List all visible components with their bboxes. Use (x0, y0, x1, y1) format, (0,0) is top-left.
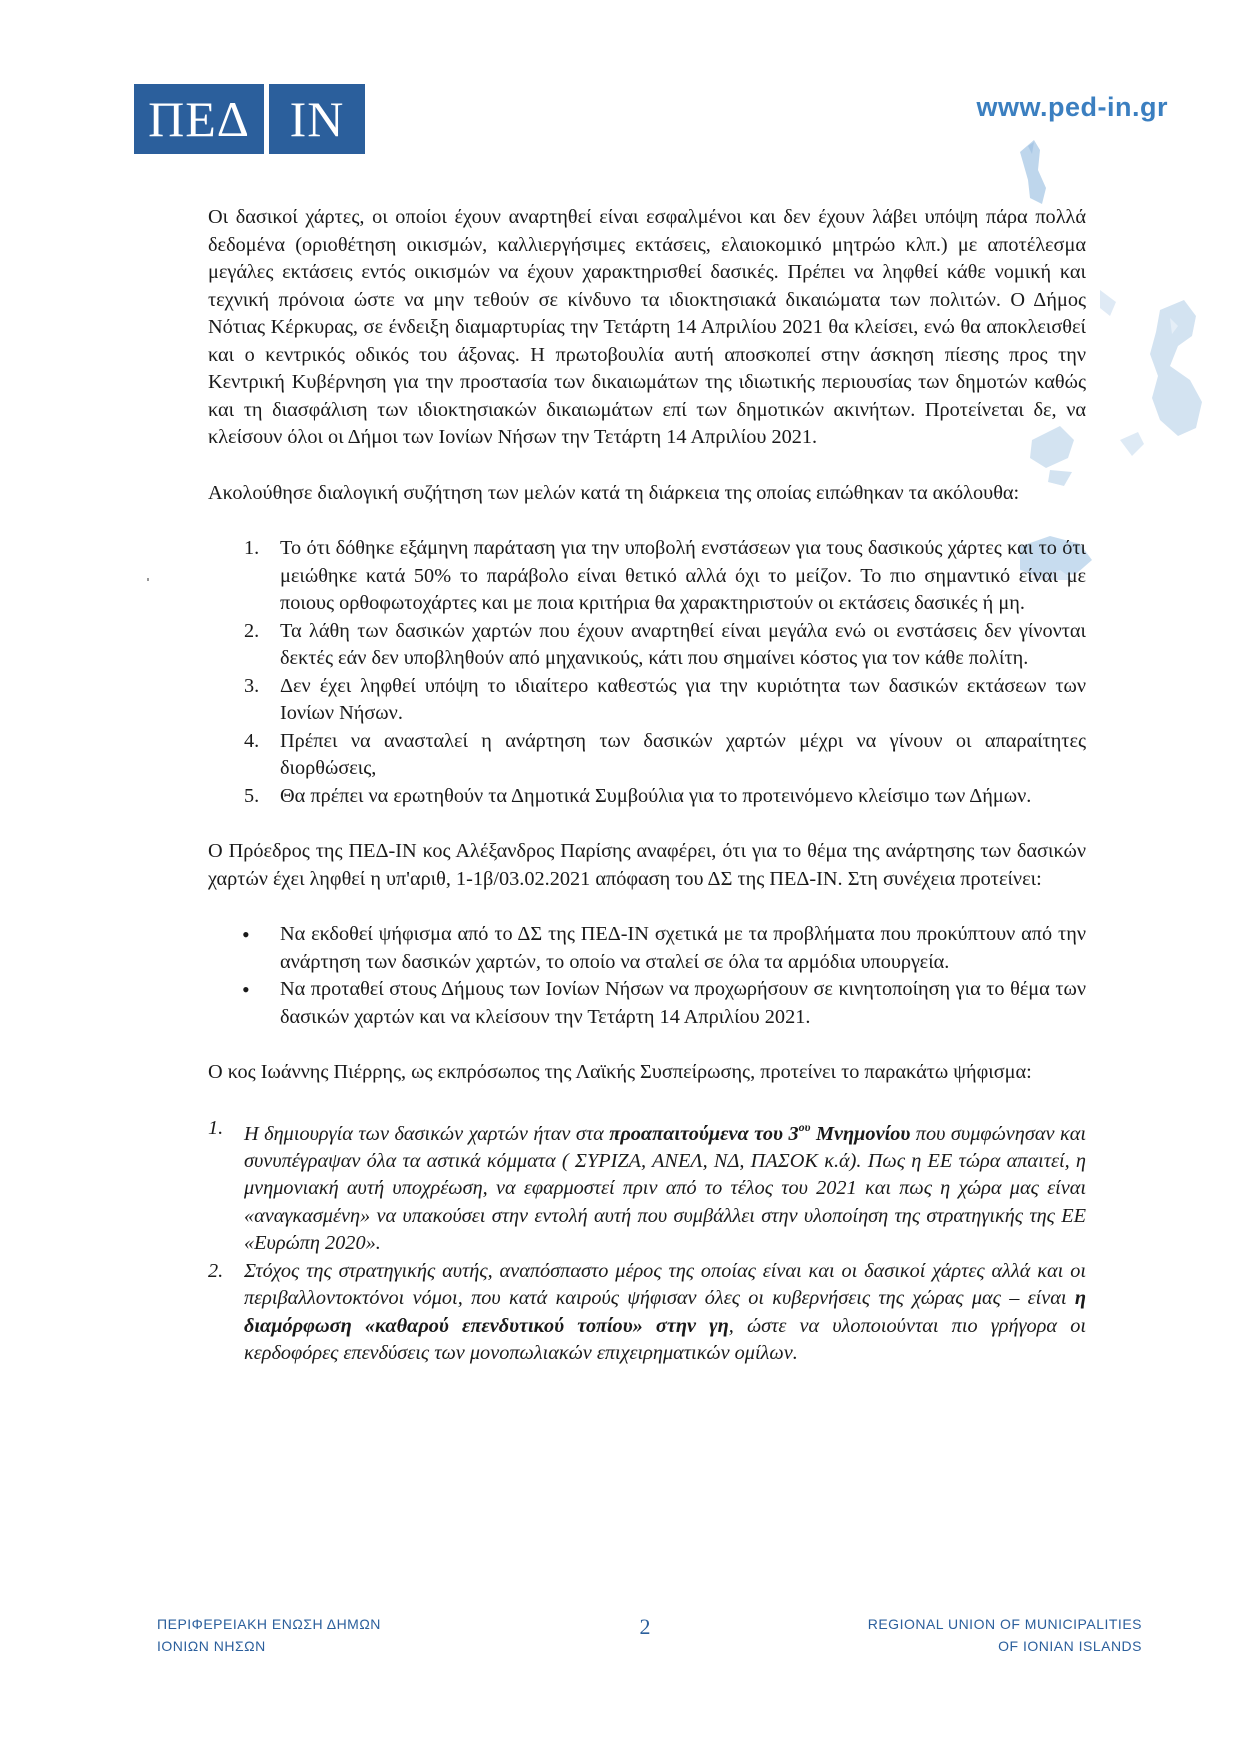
paragraph-forest-maps: Οι δασικοί χάρτες, οι οποίοι έχουν αναρτηθεί είναι εσφαλμένοι και δεν έχουν λάβει υπόψη πάρα πολλά δεδομένα (οριοθέτηση οικισμών, καλλιεργήσιμες εκτάσεις, ελαιοκομικό μητρώο κλπ.) με αποτέλεσμα μεγάλες εκτάσεις εντός οικισμών να έχουν χαρακτηρισθεί δασικές. Πρέπει να ληφθεί κάθε νομική και τεχνική πρόνοια ώστε να μην τεθούν σε κίνδυνο τα ιδιοκτησιακά δικαιώματα των πολιτών. Ο Δήμος Νότιας Κέρκυρας, σε ένδειξη διαμαρτυρίας την Τετάρτη 14 Απριλίου 2021 θα κλείσει, ενώ θα αποκλεισθεί και ο κεντρικός οδικός του άξονας. Η πρωτοβουλία αυτή αποσκοπεί στην άσκηση πίεσης προς την Κεντρική Κυβέρνηση για την προστασία των δικαιωμάτων της ιδιωτικής περιουσίας των δημοτών καθώς και τη διασφάλιση των ιδιοκτησιακών δικαιωμάτων επί των δημοτικών ακινήτων. Προτείνεται δε, να κλείσουν όλοι οι Δήμοι των Ιονίων Νήσων την Τετάρτη 14 Απριλίου 2021. (208, 206, 1086, 448)
list-item: 5. Θα πρέπει να ερωτηθούν τα Δημοτικά Συμβούλια για το προτεινόμενο κλείσιμο των Δήμων. (244, 784, 1032, 807)
scan-mark (147, 578, 149, 581)
list-item: • Να προταθεί στους Δήμους των Ιονίων Νήσων να προχωρήσουν σε κινητοποίηση για το θέμα των δασικών χαρτών και να κλείσουν την Τετάρτη 14 Απριλίου 2021. (242, 977, 1086, 1028)
bullet-icon: • (242, 977, 250, 1002)
numbered-list (208, 535, 1086, 810)
list-item: 3. Δεν έχει ληφθεί υπόψη το ιδιαίτερο καθεστώς για την κυριότητα των δασικών εκτάσεων των Ιονίων Νήσων. (244, 674, 1086, 724)
resolution-list (208, 1115, 1086, 1368)
bullet-icon: • (242, 922, 250, 947)
page-number: 2 (639, 1614, 651, 1639)
logo-left-text: ΠΕΔ (134, 84, 264, 154)
bullet-list (208, 921, 1086, 1031)
list-item: 2. Τα λάθη των δασικών χαρτών που έχουν αναρτηθεί είναι μεγάλα ενώ οι ενστάσεις δεν γίνονται δεκτές εάν δεν υποβληθούν από μηχανικούς, κάτι που σημαίνει κόστος για τον κάθε πολίτη. (244, 619, 1086, 669)
website-link[interactable]: www.ped-in.gr (976, 92, 1168, 122)
footer-left-line2: ΙΟΝΙΩΝ ΝΗΣΩΝ (157, 1638, 266, 1654)
footer-right-line1: REGIONAL UNION OF MUNICIPALITIES (867, 1616, 1142, 1632)
footer-left (157, 1613, 381, 1657)
list-item: 1. Το ότι δόθηκε εξάμηνη παράταση για την υποβολή ενστάσεων για τους δασικούς χάρτες και το ότι μειώθηκε κατά 50% το παράβολο είναι θετικό αλλά όχι το μείζον. Το πιο σημαντικό είναι με ποιους ορθοφωτοχάρτες και με ποια κριτήρια θα χαρακτηριστούν οι εκτάσεις δασικές ή μη. (244, 537, 1086, 614)
footer-left-line1: ΠΕΡΙΦΕΡΕΙΑΚΗ ΕΝΩΣΗ ΔΗΜΩΝ (157, 1616, 381, 1632)
paragraph-discussion-intro: Ακολούθησε διαλογική συζήτηση των μελών κατά τη διάρκεια της οποίας ειπώθηκαν τα ακόλουθα: (208, 481, 1020, 504)
list-item: 4. Πρέπει να ανασταλεί η ανάρτηση των δασικών χαρτών μέχρι να γίνουν οι απαραίτητες διορθώσεις, (244, 729, 1086, 779)
document-body (208, 204, 1086, 1368)
list-item: • Να εκδοθεί ψήφισμα από το ΔΣ της ΠΕΔ-ΙΝ σχετικά με τα προβλήματα που προκύπτουν από την ανάρτηση των δασικών χαρτών, το οποίο να σταλεί σε όλα τα αρμόδια υπουργεία. (242, 922, 1086, 973)
footer-right (868, 1613, 1142, 1657)
paragraph-president: Ο Πρόεδρος της ΠΕΔ-ΙΝ κος Αλέξανδρος Παρίσης αναφέρει, ότι για το θέμα της ανάρτησης των δασικών χαρτών έχει ληφθεί η υπ'αριθ, 1-1β/03.02.2021 απόφαση του ΔΣ της ΠΕΔ-ΙΝ. Στη συνέχεια προτείνει: (208, 840, 1086, 890)
footer-right-line2: OF IONIAN ISLANDS (998, 1638, 1142, 1654)
logo (134, 84, 365, 154)
paragraph-pierris: Ο κος Ιωάννης Πιέρρης, ως εκπρόσωπος της Λαϊκής Συσπείρωσης, προτείνει το παρακάτω ψήφισμα: (208, 1061, 1032, 1083)
logo-right-text: IN (269, 84, 365, 154)
list-item: 1. Η δημιουργία των δασικών χαρτών ήταν στα προαπαιτούμενα του $3^{o\upsilon}$ Μνημονίου που συμφώνησαν και συνυπέγραψαν όλα τα αστικά κόμματα ( ΣΥΡΙΖΑ, ΑΝΕΛ, ΝΔ, ΠΑΣΟΚ κ.ά). Πως η ΕΕ τώρα απαιτεί, η μνημονιακή αυτή υποχρέωση, να εφαρμοστεί πριν από το τέλος του 2021 και πως η χώρα μας είναι «αναγκασμένη» να υπακούσει στην εντολή αυτή που συμβάλλει στην υλοποίηση της στρατηγικής της ΕΕ «Ευρώπη 2020». (208, 1116, 1086, 1255)
list-item: 2. Στόχος της στρατηγικής αυτής, αναπόσπαστο μέρος της οποίας είναι και οι δασικοί χάρτες αλλά και οι περιβαλλοντοκτόνοι νόμοι, που κατά καιρούς ψήφισαν όλες οι κυβερνήσεις της χώρας μας – είναι η διαμόρφωση «καθαρού επενδυτικού τοπίου» στην γη, ώστε να υλοποιούνται πιο γρήγορα οι κερδοφόρες επενδύσεις των μονοπωλιακών επιχειρηματικών ομίλων. (208, 1259, 1086, 1365)
